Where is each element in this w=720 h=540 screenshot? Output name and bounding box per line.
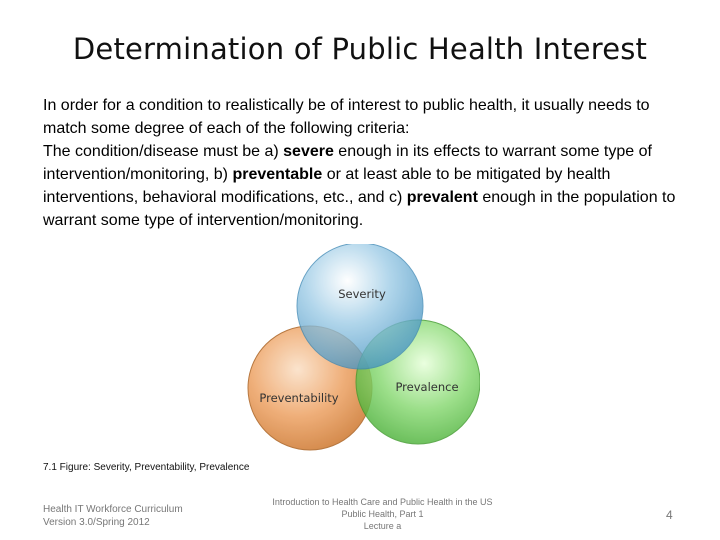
slide-body: [43, 94, 683, 232]
venn-label-preventability: Preventability: [259, 391, 339, 405]
criteria-paragraph: [43, 140, 683, 232]
figure-caption: 7.1 Figure: Severity, Preventability, Prevalence: [43, 462, 250, 473]
footer-part: Public Health, Part 1: [341, 509, 424, 519]
venn-label-severity: Severity: [338, 287, 386, 301]
footer-version: Version 3.0/Spring 2012: [43, 517, 150, 528]
severity-circle: [297, 244, 423, 369]
criteria-preventable: preventable: [232, 166, 323, 183]
criteria-text-2: enough in its effects to warrant some type of intervention/monitoring, b): [43, 143, 652, 183]
criteria-text-1: The condition/disease must be a): [43, 143, 284, 160]
venn-diagram: [240, 244, 480, 454]
slide-title: Determination of Public Health Interest: [72, 32, 648, 66]
criteria-text-4: enough in the population to warrant some type of intervention/monitoring.: [43, 189, 676, 229]
criteria-prevalent: prevalent: [406, 189, 478, 206]
footer-lecture: Lecture a: [363, 521, 402, 531]
page-number: 4: [666, 508, 673, 522]
footer-center: [250, 496, 515, 532]
footer-left: [43, 503, 183, 529]
venn-label-prevalence: Prevalence: [395, 380, 459, 394]
footer-course: Introduction to Health Care and Public Health in the US: [272, 497, 493, 507]
criteria-severe: severe: [283, 143, 334, 160]
criteria-text-3: or at least able to be mitigated by health interventions, behavioral modifications, etc., and c): [43, 166, 611, 206]
footer-curriculum: Health IT Workforce Curriculum: [43, 504, 183, 515]
intro-paragraph: In order for a condition to realistically be of interest to public health, it usually needs to match some degree of each of the following criteria:: [43, 97, 650, 137]
